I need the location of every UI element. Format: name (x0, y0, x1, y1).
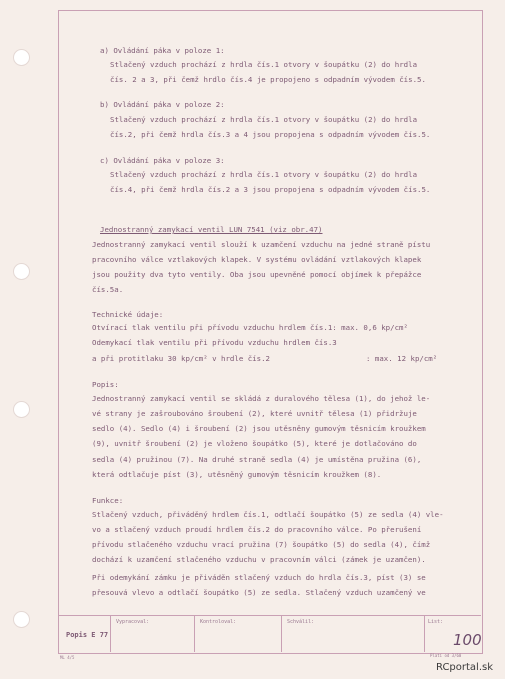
schvalil-label: Schválil: (287, 619, 315, 625)
text-line: : max. 12 kp/cm² (366, 354, 438, 363)
text-line: Stlačený vzduch prochází z hrdla čís.1 otvory v šoupátku (2) do hrdla (110, 60, 418, 69)
validity-note: Platí od 3/60 (430, 653, 462, 658)
footer-divider (194, 615, 195, 652)
text-line: a) Ovládání páka v poloze 1: (100, 46, 225, 55)
text-line: c) Ovládání páka v poloze 3: (100, 156, 225, 165)
binder-hole-4 (13, 611, 30, 628)
text-line: (9), uvnitř šroubení (2) je vloženo šoupátko (5), které je dotlačováno do (92, 439, 417, 448)
text-line: Stlačený vzduch prochází z hrdla čís.1 otvory v šoupátku (2) do hrdla (110, 115, 418, 124)
text-line: Stlačený vzduch, přiváděný hrdlem čís.1, odtlačí šoupátko (5) ze sedla (4) vle- (92, 510, 444, 519)
text-line: Při odemykání zámku je přiváděn stlačený vzduch do hrdla čís.3, píst (3) se (92, 573, 426, 582)
binder-hole-3 (13, 401, 30, 418)
binder-hole-1 (13, 49, 30, 66)
page-number: 100 (453, 631, 482, 649)
text-line: vo a stlačený vzduch proudí hrdlem čís.2 do pracovního válce. Po přerušení (92, 525, 422, 534)
text-line: dochází k uzamčení stlačeného vzduchu v pracovním válci (zámek je uzamčen). (92, 555, 426, 564)
section-heading: Jednostranný zamykací ventil LUN 7541 (viz obr.47) (100, 225, 323, 234)
kontroloval-label: Kontroloval: (200, 619, 237, 625)
text-line: a při protitlaku 30 kp/cm² v hrdle čís.2 (92, 354, 270, 363)
text-line: pracovního válce vztlakových klapek. V systému ovládání vztlakových klapek (92, 255, 422, 264)
text-line: čís.2, při čemž hrdla čís.3 a 4 jsou propojena s odpadním vývodem čís.5. (110, 130, 431, 139)
footer-divider (110, 615, 111, 652)
subheading: Funkce: (92, 496, 124, 505)
text-line: Otvírací tlak ventilu při přívodu vzduchu hrdlem čís.1: max. 0,6 kp/cm² (92, 323, 408, 332)
footer-divider (281, 615, 282, 652)
footer-divider (424, 615, 425, 652)
text-line: b) Ovládání páka v poloze 2: (100, 100, 225, 109)
list-label: List: (428, 619, 444, 625)
text-line: sedlo (4). Sedlo (4) i šroubení (2) jsou utěsněny gumovým těsnicím kroužkem (92, 424, 426, 433)
popis-label: Popis E 77 (66, 631, 109, 639)
text-line: která odtlačuje píst (3), utěsněný gumovým těsnicím kroužkem (8). (92, 470, 382, 479)
text-line: Jednostranný zamykací ventil se skládá z duralového tělesa (1), do jehož le- (92, 394, 431, 403)
footer-divider (58, 615, 481, 616)
text-line: Odemykací tlak ventilu při přívodu vzduchu hrdlem čís.3 (92, 338, 337, 347)
text-line: Stlačený vzduch prochází z hrdla čís.1 otvory v šoupátku (2) do hrdla (110, 170, 418, 179)
text-line: čís. 2 a 3, při čemž hrdlo čís.4 je propojeno s odpadním vývodem čís.5. (110, 75, 426, 84)
form-code: ML 4/5 (60, 655, 75, 660)
text-line: přívodu stlačeného vzduchu vrací pružina (7) šoupátko (5) do sedla (4), čímž (92, 540, 431, 549)
text-line: přesouvá vlevo a odtlačí šoupátko (5) ze sedla. Stlačený vzduch uzamčený ve (92, 588, 426, 597)
text-line: čís.4, při čemž hrdla čís.2 a 3 jsou propojena s odpadním vývodem čís.5. (110, 185, 431, 194)
subheading: Technické údaje: (92, 310, 164, 319)
vypracoval-label: Vypracoval: (116, 619, 150, 625)
binder-hole-2 (13, 263, 30, 280)
text-line: Jednostranný zamykací ventil slouží k uzamčení vzduchu na jedné straně pístu (92, 240, 431, 249)
text-line: jsou použity dva tyto ventily. Oba jsou upevněné pomocí objímek k přepážce (92, 270, 422, 279)
text-line: vé strany je zašroubováno šroubení (2), které uvnitř tělesa (1) přidržuje (92, 409, 417, 418)
text-line: sedla (4) pružinou (7). Na druhé straně sedla (4) je umístěna pružina (6), (92, 455, 422, 464)
site-watermark: RCportal.sk (436, 662, 494, 673)
subheading: Popis: (92, 380, 119, 389)
text-line: čís.5a. (92, 285, 124, 294)
